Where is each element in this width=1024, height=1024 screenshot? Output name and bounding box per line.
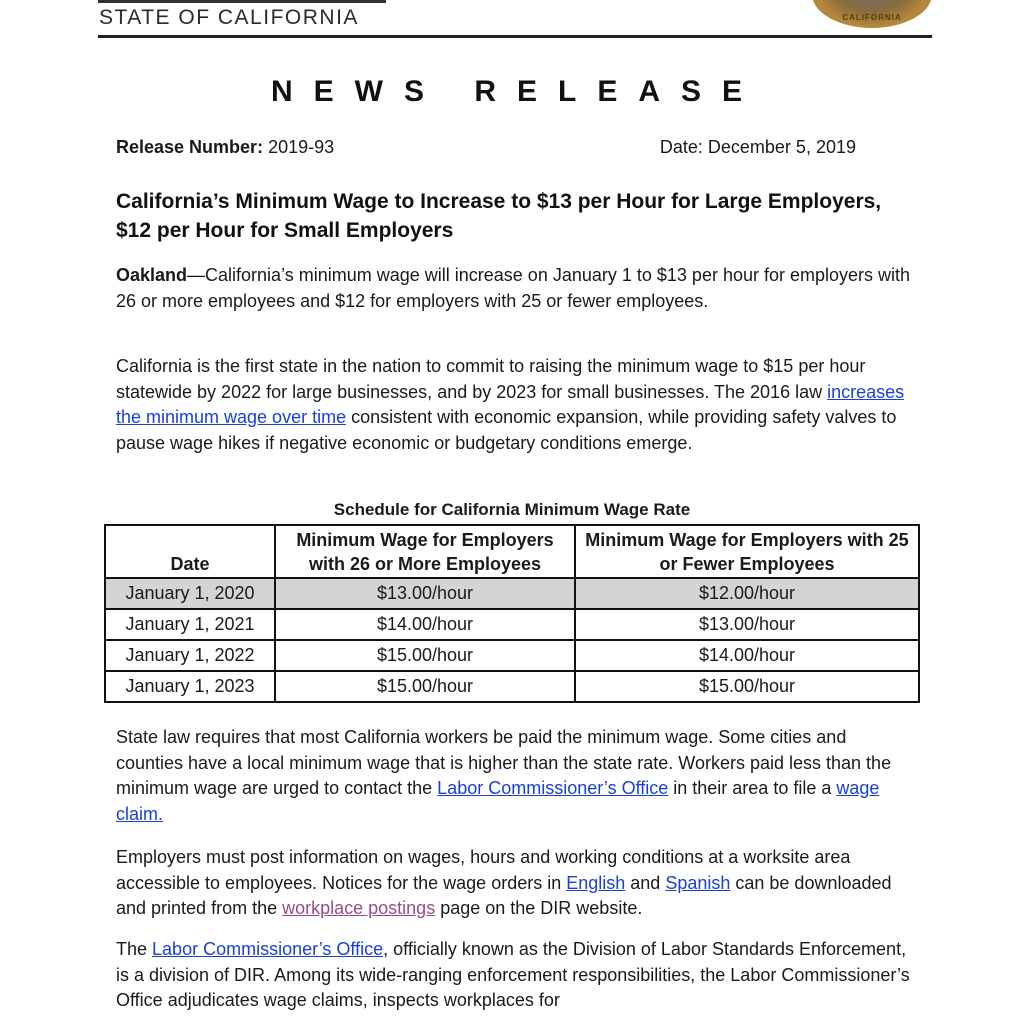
cell-small: $12.00/hour	[575, 578, 919, 609]
release-number	[116, 137, 334, 157]
dateline: Oakland	[116, 265, 188, 285]
table-caption: Schedule for California Minimum Wage Rate	[333, 500, 691, 519]
link-spanish[interactable]: Spanish	[665, 872, 731, 893]
headline: California’s Minimum Wage to Increase to $13 per Hour for Large Employers, $12 per Hour for Small Employers	[116, 190, 882, 242]
paragraph-state-law	[116, 725, 916, 827]
paragraph-text: , officially known as the Division of Labor Standards Enforcement, is a division of DIR. Among its wide-ranging enforcement responsibilities, the Labor Commissioner’s Office adjudicates wage claims, inspects workplaces for	[116, 939, 910, 1010]
cell-small: $14.00/hour	[575, 640, 919, 671]
paragraph-text: in their area to file a	[668, 778, 837, 798]
table-row	[105, 609, 919, 640]
cell-date: January 1, 2022	[105, 640, 275, 671]
link-minimum-wage-over-time[interactable]: increases the minimum wage over time	[116, 381, 905, 427]
paragraph-text: consistent with economic expansion, while providing safety valves to pause wage hikes if negative economic or budgetary conditions emerge.	[116, 407, 897, 453]
agency-name: STATE OF CALIFORNIA	[99, 6, 359, 29]
paragraph-text: page on the DIR website.	[435, 898, 643, 918]
header-small-employers: Minimum Wage for Employers with 25 or Fewer Employees	[575, 525, 919, 578]
paragraph-text: California is the first state in the nation to commit to raising the minimum wage to $15 per hour statewide by 2022 for large businesses, and by 2023 for small businesses. The 2016 law	[116, 356, 866, 402]
paragraph-intro	[116, 263, 916, 314]
paragraph-background	[116, 354, 916, 456]
release-date: Date: December 5, 2019	[659, 137, 856, 157]
cell-date: January 1, 2021	[105, 609, 275, 640]
paragraph-text: can be downloaded and printed from the	[116, 872, 892, 918]
header-divider	[98, 35, 932, 38]
table-row	[105, 640, 919, 671]
link-labor-commissioner-office[interactable]: Labor Commissioner’s Office	[437, 778, 669, 798]
link-workplace-postings[interactable]: workplace postings	[282, 898, 436, 918]
table-row	[105, 578, 919, 609]
table-row	[105, 671, 919, 702]
cell-large: $14.00/hour	[275, 609, 575, 640]
paragraph-labor-commissioner	[116, 937, 916, 1014]
cell-large: $13.00/hour	[275, 578, 575, 609]
release-number-value: 2019-93	[268, 137, 335, 157]
release-meta	[116, 136, 856, 158]
link-english[interactable]: English	[566, 872, 626, 893]
news-release-title: NEWS RELEASE	[270, 75, 764, 108]
wage-schedule-table	[104, 524, 920, 703]
link-wage-claim[interactable]: wage claim.	[116, 778, 880, 824]
cell-small: $13.00/hour	[575, 609, 919, 640]
release-number-label: Release Number:	[116, 137, 264, 157]
cell-large: $15.00/hour	[275, 671, 575, 702]
paragraph-text: Employers must post information on wages, hours and working conditions at a worksite area accessible to employees. Notices for the wage orders in	[116, 847, 851, 893]
header-date: Date	[105, 525, 275, 578]
cell-date: January 1, 2023	[105, 671, 275, 702]
paragraph-text: and	[625, 872, 666, 893]
paragraph-text: The	[116, 939, 153, 959]
cell-small: $15.00/hour	[575, 671, 919, 702]
paragraph-postings	[116, 845, 916, 922]
link-labor-commissioner-office[interactable]: Labor Commissioner’s Office	[152, 939, 384, 959]
top-rule	[98, 0, 386, 3]
seal-text: CALIFORNIA	[842, 13, 902, 22]
header-large-employers: Minimum Wage for Employers with 26 or More Employees	[275, 525, 575, 578]
cell-date: January 1, 2020	[105, 578, 275, 609]
table-header-row	[105, 525, 919, 578]
cell-large: $15.00/hour	[275, 640, 575, 671]
paragraph-text: State law requires that most California workers be paid the minimum wage. Some cities and counties have a local minimum wage that is higher than the state rate. Workers paid less than the minimum wage are urged to contact the	[116, 727, 892, 798]
state-seal-logo	[812, 0, 932, 28]
paragraph-text: —California’s minimum wage will increase on January 1 to $13 per hour for employers with 26 or more employees and $12 for employers with 25 or fewer employees.	[116, 265, 911, 311]
